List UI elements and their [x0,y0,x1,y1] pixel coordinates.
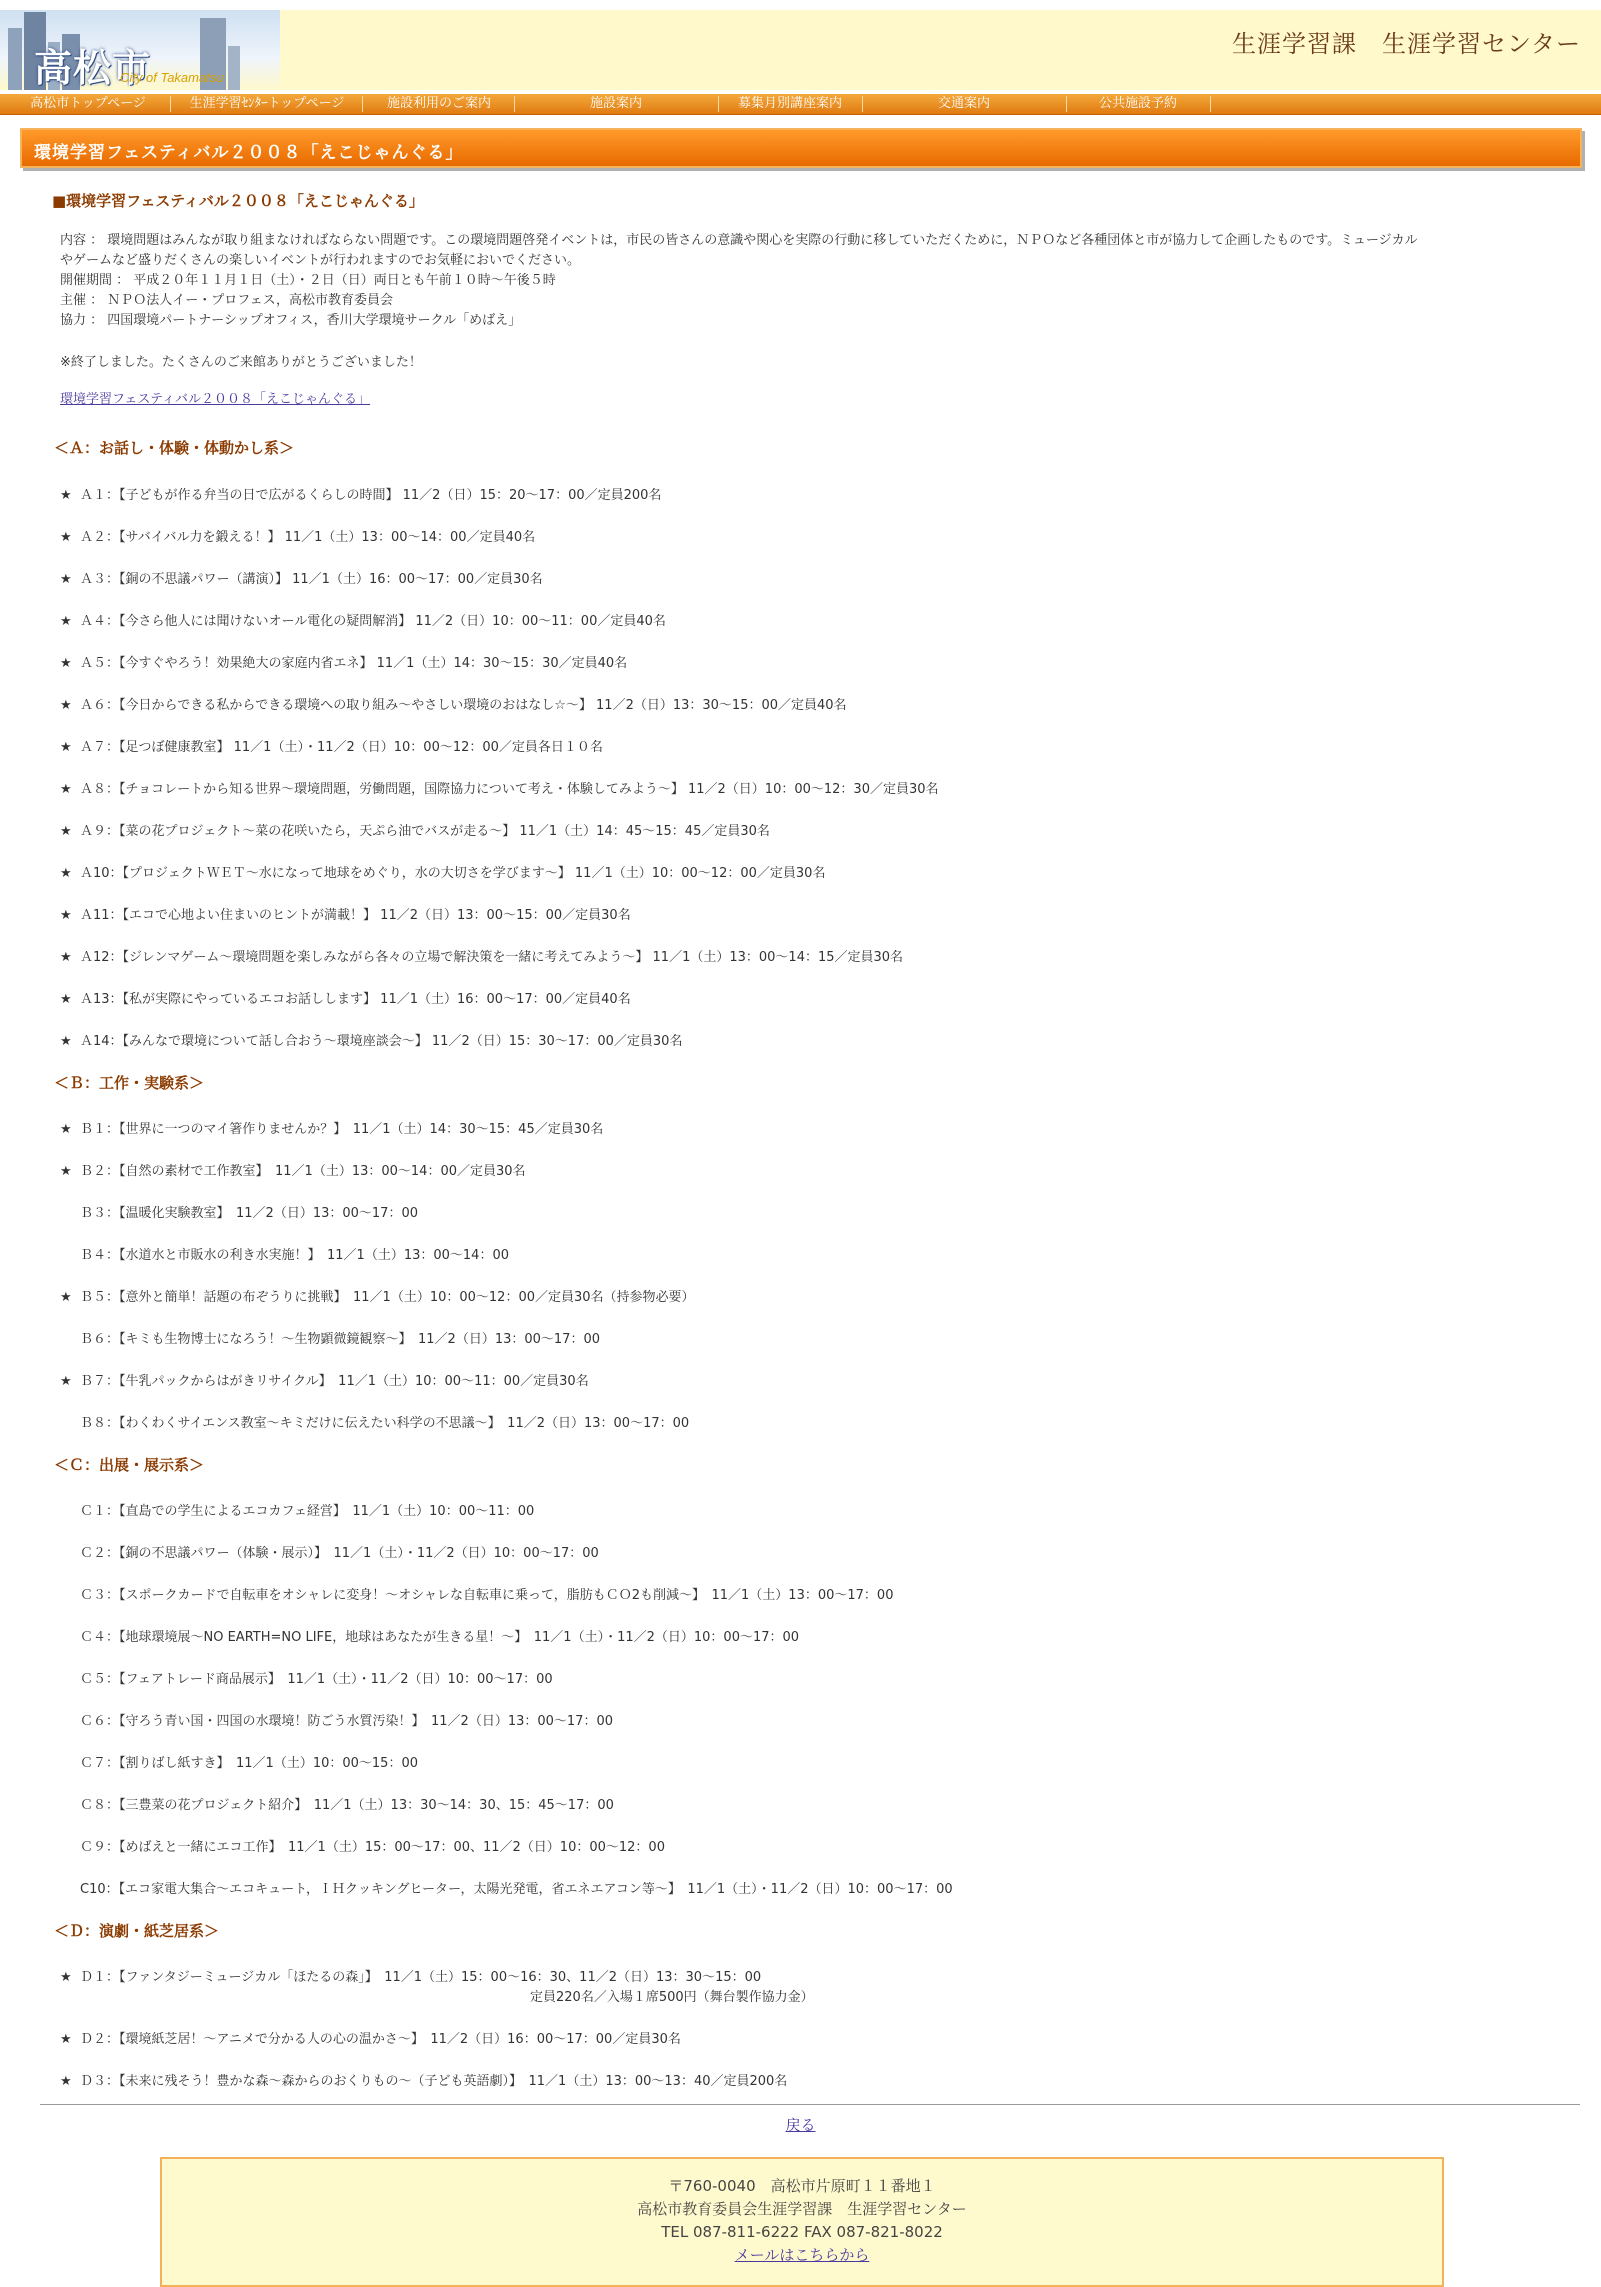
nav-facility-booking[interactable]: 公共施設予約 [1098,96,1177,111]
city-logo[interactable] [0,10,280,90]
logo-subtitle: City of Takamatsu [120,70,224,85]
list-item [60,1500,534,1519]
list-item [60,946,903,965]
category-a-heading: ＜Ａ：お話し・体験・体動かし系＞ [54,439,295,457]
item-text: Ｂ８：【わくわくサイエンス教室～キミだけに伝えたい科学の不思議～】 11／2（日）13：00～17：00 [80,1416,690,1431]
list-item [60,1244,509,1263]
item-text: Ａ１：【子どもが作る弁当の日で広がるくらしの時間】 11／2（日）15：20～17：00／定員200名 [80,488,662,503]
list-item [60,1668,553,1687]
event-intro [60,231,1572,331]
nav-center-top[interactable]: 生涯学習ｾﾝﾀｰトップページ [189,96,345,111]
footer-address: 〒760-0040 高松市片原町１１番地１ [668,2177,936,2195]
item-text: Ａ３：【銅の不思議パワー（講演）】 11／1（土）16：00～17：00／定員30名 [80,572,543,587]
item-text: Ａ５：【今すぐやろう！効果絶大の家庭内省エネ】 11／1（土）14：30～15：30／定員40名 [80,656,628,671]
item-text: Ａ８：【チョコレートから知る世界～環境問題，労働問題，国際協力について考え・体験してみよう～】 11／2（日）10：00～12：30／定員30名 [80,782,939,797]
list-item [60,568,543,587]
list-item [60,1710,613,1729]
list-item [60,526,535,545]
intro-line: 開催期間 ： 平成２０年１１月１日（土）・２日（日）両日とも午前１０時～午後５時 [60,273,556,288]
item-text: Ａ２：【サバイバル力を鍛える！】 11／1（土）13：00～14：00／定員40名 [80,530,536,545]
footer-mail-link[interactable]: メールはこちらから [734,2246,870,2264]
item-text: Ｃ２：【銅の不思議パワー（体験・展示）】 11／1（土）・11／2（日）10：00～17：00 [80,1546,599,1561]
main-content [52,190,1572,407]
finished-note: ※終了しました。たくさんのご来館ありがとうございました！ [60,355,422,370]
star-mark: ★ [60,1290,72,1305]
event-external-link[interactable]: 環境学習フェスティバル２００８「えこじゃんぐる」 [60,392,371,407]
item-text: Ｂ５：【意外と簡単！話題の布ぞうりに挑戦】 11／1（土）10：00～12：00／定員30名（持参物必要） [80,1290,695,1305]
star-mark: ★ [60,1970,72,1985]
skyline-building [228,46,240,90]
item-text: Ａ９：【菜の花プロジェクト～菜の花咲いたら，天ぷら油でバスが走る～】 11／1（土）14：45～15：45／定員30名 [80,824,770,839]
star-mark: ★ [60,1374,72,1389]
category-b-heading: ＜Ｂ：工作・実験系＞ [54,1074,205,1092]
page-title: 環境学習フェスティバル２００８「えこじゃんぐる」 [34,143,464,163]
top-nav [0,94,1601,115]
item-text: Ａ７：【足つぼ健康教室】 11／1（土）・11／2（日）10：00～12：00／定員各日１０名 [80,740,603,755]
item-text: Ａ11：【エコで心地よい住まいのヒントが満載！】 11／2（日）13：00～15：00／定員30名 [80,908,631,923]
star-mark: ★ [60,992,72,1007]
star-mark: ★ [60,530,72,545]
list-item [60,484,661,503]
footer-organization: 高松市教育委員会生涯学習課 生涯学習センター [637,2200,967,2218]
list-item [60,1370,589,1389]
list-item [60,1286,695,1305]
back-link[interactable]: 戻る [785,2116,816,2134]
item-text: C10：【エコ家電大集合～エコキュート，ＩＨクッキングヒーター，太陽光発電，省エネエアコン等～】 11／1（土）・11／2（日）10：00～17：00 [80,1882,953,1897]
nav-separator [514,96,515,112]
star-mark: ★ [60,782,72,797]
star-mark: ★ [60,950,72,965]
intro-line: 内容 ： 環境問題はみんなが取り組まなければならない問題です。この環境問題啓発イベントは，市民の皆さんの意識や関心を実際の行動に移していただくために，ＮＰＯなど各種団体と市が協力して企画したものです。ミュージカル [60,233,1418,248]
nav-facility-guide[interactable]: 施設案内 [589,96,642,111]
list-item [60,1412,689,1431]
item-text: Ｂ２：【自然の素材で工作教室】 11／1（土）13：00～14：00／定員30名 [80,1164,526,1179]
nav-facility-usage[interactable]: 施設利用のご案内 [386,96,491,111]
nav-separator [1210,96,1211,112]
item-text: Ｃ７：【割りばし紙すき】 11／1（土）10：00～15：00 [80,1756,418,1771]
star-mark: ★ [60,1122,72,1137]
item-text: Ａ14：【みんなで環境について話し合おう～環境座談会～】 11／2（日）15：30～17：00／定員30名 [80,1034,683,1049]
nav-separator [718,96,719,112]
star-mark: ★ [60,1034,72,1049]
nav-separator [170,96,171,112]
nav-separator [1066,96,1067,112]
list-item [60,2070,787,2089]
star-mark: ★ [60,1164,72,1179]
list-item [60,1966,814,2005]
item-text: Ａ10：【プロジェクトＷＥＴ～水になって地球をめぐり，水の大切さを学びます～】 11／1（土）10：00～12：00／定員30名 [80,866,826,881]
item-text: Ｄ１：【ファンタジーミュージカル「ほたるの森」】 11／1（土）15：00～16：30、11／2（日）13：30～15：00 [80,1970,762,1985]
list-item [60,862,825,881]
list-item [60,1160,526,1179]
list-item [60,1118,603,1137]
department-title: 生涯学習課 生涯学習センター [1231,30,1581,58]
item-text: Ｃ５：【フェアトレード商品展示】 11／1（土）・11／2（日）10：00～17：00 [80,1672,553,1687]
item-text: Ｃ６：【守ろう青い国・四国の水環境！防ごう水質汚染！】 11／2（日）13：00～17：00 [80,1714,613,1729]
category-d-heading: ＜Ｄ：演劇・紙芝居系＞ [54,1922,220,1940]
list-item [60,1202,418,1221]
list-item [60,1584,893,1603]
star-mark: ★ [60,614,72,629]
nav-separator [862,96,863,112]
page-title-bar [20,128,1582,168]
back-link-row [0,2114,1601,2135]
item-text: Ｂ４：【水道水と市販水の利き水実施！】 11／1（土）13：00～14：00 [80,1248,509,1263]
star-mark: ★ [60,2032,72,2047]
site-footer [160,2157,1444,2287]
divider [40,2104,1580,2105]
list-item [60,778,939,797]
item-text: Ｃ４：【地球環境展～NO EARTH=NO LIFE，地球はあなたが生きる星！～】 11／1（土）・11／2（日）10：00～17：00 [80,1630,800,1645]
list-item [60,1752,418,1771]
star-mark: ★ [60,572,72,587]
item-text: Ｂ６：【キミも生物博士になろう！～生物顕微鏡観察～】 11／2（日）13：00～17：00 [80,1332,600,1347]
category-c-heading: ＜Ｃ：出展・展示系＞ [54,1456,205,1474]
event-heading: ■環境学習フェスティバル２００８「えこじゃんぐる」 [52,192,424,210]
star-mark: ★ [60,698,72,713]
logo-text: 高松市 [34,45,152,90]
item-text: Ｄ３：【未来に残そう！豊かな森～森からのおくりもの～（子ども英語劇）】 11／1（土）13：00～13：40／定員200名 [80,2074,788,2089]
list-item [60,820,770,839]
star-mark: ★ [60,656,72,671]
nav-separator [362,96,363,112]
intro-line: やゲームなど盛りだくさんの楽しいイベントが行われますのでお気軽においでください。 [60,253,581,268]
item-text: Ｃ１：【直島での学生によるエコカフェ経営】 11／1（土）10：00～11：00 [80,1504,535,1519]
list-item [60,1878,953,1897]
nav-monthly-courses[interactable]: 募集月別講座案内 [737,96,842,111]
star-mark: ★ [60,2074,72,2089]
star-mark: ★ [60,740,72,755]
list-item [60,652,627,671]
list-item [60,988,631,1007]
item-text: Ｂ１：【世界に一つのマイ箸作りませんか？】 11／1（土）14：30～15：45／定員30名 [80,1122,604,1137]
intro-line: 協力 ： 四国環境パートナーシップオフィス，香川大学環境サークル「めばえ」 [60,313,522,328]
item-text: Ｂ３：【温暖化実験教室】 11／2（日）13：00～17：00 [80,1206,418,1221]
intro-line: 主催 ： ＮＰＯ法人イー・プロフェス，高松市教育委員会 [60,293,394,308]
list-item [60,610,666,629]
item-text: Ａ４：【今さら他人には聞けないオール電化の疑問解消】 11／2（日）10：00～11：00／定員40名 [80,614,666,629]
star-mark: ★ [60,488,72,503]
item-text: Ａ13：【私が実際にやっているエコお話しします】 11／1（土）16：00～17：00／定員40名 [80,992,631,1007]
list-item [60,1626,799,1645]
item-text: Ｃ８：【三豊菜の花プロジェクト紹介】 11／1（土）13：30～14：30、15：45～17：00 [80,1798,614,1813]
list-item [60,694,847,713]
list-item [60,1328,600,1347]
skyline-building [8,28,22,90]
list-item [60,736,603,755]
nav-access[interactable]: 交通案内 [937,96,990,111]
site-header [0,10,1601,90]
star-mark: ★ [60,908,72,923]
item-text: Ｃ９：【めばえと一緒にエコ工作】 11／1（土）15：00～17：00、11／2（日）10：00～12：00 [80,1840,665,1855]
list-item [60,1794,614,1813]
list-item [60,1542,599,1561]
item-text: Ｃ３：【スポークカードで自転車をオシャレに変身！～オシャレな自転車に乗って，脂肪もＣＯ2も削減～】 11／1（土）13：00～17：00 [80,1588,894,1603]
item-text: Ｂ７：【牛乳パックからはがきリサイクル】 11／1（土）10：00～11：00／定員30名 [80,1374,589,1389]
event-external-link-row [60,388,1572,407]
item-subtext: 定員220名／入場１席500円（舞台製作協力金） [530,1990,814,2005]
star-mark: ★ [60,866,72,881]
star-mark: ★ [60,824,72,839]
list-item [60,904,631,923]
item-text: Ａ12：【ジレンマゲーム～環境問題を楽しみながら各々の立場で解決策を一緒に考えてみよう～】 11／1（土）13：00～14：15／定員30名 [80,950,904,965]
nav-city-top[interactable]: 高松市トップページ [30,96,146,111]
list-item [60,1030,682,1049]
item-text: Ｄ２：【環境紙芝居！～アニメで分かる人の心の温かさ～】 11／2（日）16：00～17：00／定員30名 [80,2032,681,2047]
list-item [60,2028,681,2047]
list-item [60,1836,665,1855]
item-text: Ａ６：【今日からできる私からできる環境への取り組み～やさしい環境のおはなし☆～】 11／2（日）13：30～15：00／定員40名 [80,698,847,713]
footer-phone: TEL 087-811-6222 FAX 087-821-8022 [661,2223,943,2241]
